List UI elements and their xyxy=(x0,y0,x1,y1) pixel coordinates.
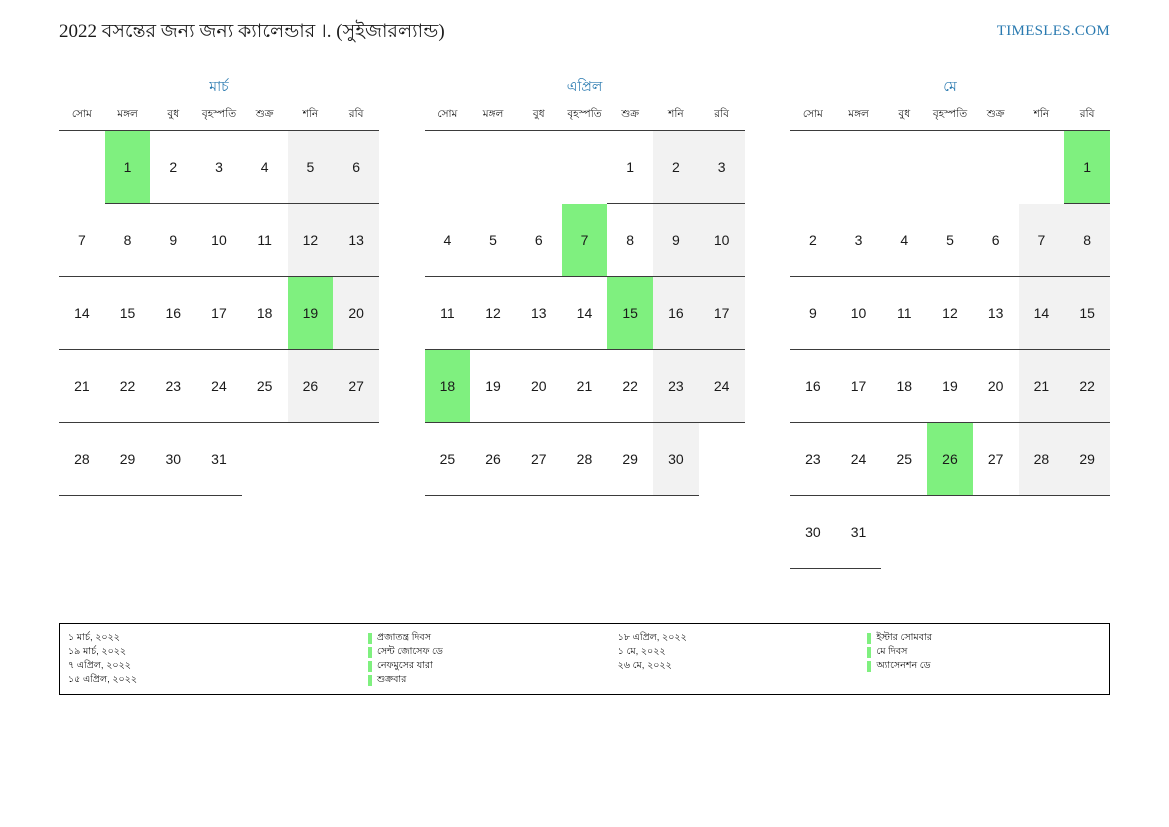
legend-item xyxy=(618,631,860,645)
day-cell: 19 xyxy=(470,350,516,423)
legend-item-label: ইস্টার সোমবার xyxy=(876,632,932,643)
day-cell-holiday: 18 xyxy=(425,350,471,423)
day-cell: 13 xyxy=(516,277,562,350)
weekday-header: বুধ xyxy=(881,107,927,131)
page-header xyxy=(59,20,1110,50)
week-row xyxy=(425,350,745,423)
month-grid xyxy=(59,107,379,496)
day-cell-empty xyxy=(973,131,1019,204)
day-cell: 22 xyxy=(105,350,151,423)
legend-box xyxy=(59,623,1110,695)
month-grid xyxy=(790,107,1110,569)
day-cell: 6 xyxy=(333,131,379,204)
weekday-header: শুক্র xyxy=(242,107,288,131)
day-cell: 4 xyxy=(881,204,927,277)
day-cell: 7 xyxy=(1019,204,1065,277)
weekday-header: মঙ্গল xyxy=(836,107,882,131)
weekday-header: বৃহস্পতি xyxy=(927,107,973,131)
day-cell-holiday: 19 xyxy=(288,277,334,350)
week-row xyxy=(59,423,379,496)
day-cell: 20 xyxy=(516,350,562,423)
day-cell: 21 xyxy=(1019,350,1065,423)
day-cell: 10 xyxy=(836,277,882,350)
day-cell: 13 xyxy=(973,277,1019,350)
week-row xyxy=(425,277,745,350)
weekday-header: বৃহস্পতি xyxy=(196,107,242,131)
day-cell: 28 xyxy=(562,423,608,496)
day-cell: 8 xyxy=(607,204,653,277)
month-grid xyxy=(425,107,745,496)
day-cell: 22 xyxy=(607,350,653,423)
weekday-header-row xyxy=(59,107,379,131)
day-cell-empty xyxy=(881,496,927,569)
weekday-header: মঙ্গল xyxy=(105,107,151,131)
day-cell-empty xyxy=(927,496,973,569)
legend-item-label: শুক্রবার xyxy=(377,674,407,685)
day-cell: 2 xyxy=(150,131,196,204)
day-cell: 31 xyxy=(196,423,242,496)
day-cell: 27 xyxy=(516,423,562,496)
legend-color-swatch xyxy=(368,675,372,686)
week-row xyxy=(790,277,1110,350)
page-title: 2022 বসন্তের জন্য জন্য ক্যালেন্ডার ।. (সুইজারল্যান্ড) xyxy=(59,21,445,42)
weekday-header: শনি xyxy=(1019,107,1065,131)
day-cell: 23 xyxy=(790,423,836,496)
day-cell: 14 xyxy=(1019,277,1065,350)
day-cell: 5 xyxy=(927,204,973,277)
legend-item-label: ১৯ মার্চ, ২০২২ xyxy=(68,646,127,657)
day-cell: 12 xyxy=(288,204,334,277)
week-row xyxy=(59,277,379,350)
day-cell: 6 xyxy=(516,204,562,277)
legend-item-label: প্রজাতন্ত্র দিবস xyxy=(377,632,431,643)
day-cell: 13 xyxy=(333,204,379,277)
day-cell: 29 xyxy=(607,423,653,496)
weekday-header-row xyxy=(425,107,745,131)
day-cell: 23 xyxy=(653,350,699,423)
day-cell: 16 xyxy=(790,350,836,423)
day-cell: 24 xyxy=(699,350,745,423)
day-cell: 24 xyxy=(196,350,242,423)
legend-item xyxy=(68,645,360,659)
week-row xyxy=(790,204,1110,277)
day-cell: 5 xyxy=(470,204,516,277)
legend-item-label: ১৮ এপ্রিল, ২০২২ xyxy=(617,632,687,643)
day-cell: 12 xyxy=(470,277,516,350)
day-cell-holiday: 7 xyxy=(562,204,608,277)
day-cell: 11 xyxy=(242,204,288,277)
legend-item xyxy=(368,673,610,687)
day-cell-empty xyxy=(1019,131,1065,204)
day-cell: 30 xyxy=(653,423,699,496)
day-cell: 10 xyxy=(196,204,242,277)
legend-item-label: সেন্ট জোসেফ ডে xyxy=(377,646,443,657)
day-cell-empty xyxy=(562,131,608,204)
legend-item xyxy=(867,659,1109,673)
weekday-header: সোম xyxy=(59,107,105,131)
day-cell-empty xyxy=(790,131,836,204)
week-row xyxy=(790,131,1110,204)
day-cell: 17 xyxy=(699,277,745,350)
week-row xyxy=(425,204,745,277)
week-row xyxy=(425,131,745,204)
day-cell: 15 xyxy=(105,277,151,350)
day-cell: 12 xyxy=(927,277,973,350)
weekday-header: রবি xyxy=(699,107,745,131)
day-cell: 4 xyxy=(242,131,288,204)
month-block xyxy=(425,75,745,569)
legend-color-swatch xyxy=(867,633,871,644)
month-name: এপ্রিল xyxy=(566,78,603,94)
legend-color-swatch xyxy=(368,661,372,672)
day-cell: 29 xyxy=(105,423,151,496)
weekday-header: শুক্র xyxy=(973,107,1019,131)
day-cell-holiday: 26 xyxy=(927,423,973,496)
day-cell: 27 xyxy=(973,423,1019,496)
weekday-header: শুক্র xyxy=(607,107,653,131)
week-row xyxy=(59,131,379,204)
week-row xyxy=(59,204,379,277)
day-cell-empty xyxy=(927,131,973,204)
week-row xyxy=(790,423,1110,496)
day-cell: 14 xyxy=(562,277,608,350)
day-cell: 26 xyxy=(288,350,334,423)
day-cell-empty xyxy=(836,131,882,204)
weekday-header: শনি xyxy=(288,107,334,131)
legend-item xyxy=(618,645,860,659)
day-cell: 30 xyxy=(150,423,196,496)
day-cell: 8 xyxy=(1064,204,1110,277)
day-cell: 11 xyxy=(881,277,927,350)
legend-item xyxy=(867,631,1109,645)
weekday-header: বুধ xyxy=(150,107,196,131)
legend-item xyxy=(68,673,360,687)
day-cell: 9 xyxy=(790,277,836,350)
weekday-header: বৃহস্পতি xyxy=(562,107,608,131)
legend-color-swatch xyxy=(867,647,871,658)
day-cell: 25 xyxy=(881,423,927,496)
weekday-header: সোম xyxy=(425,107,471,131)
day-cell: 27 xyxy=(333,350,379,423)
day-cell: 3 xyxy=(836,204,882,277)
day-cell: 14 xyxy=(59,277,105,350)
day-cell: 4 xyxy=(425,204,471,277)
weekday-header: সোম xyxy=(790,107,836,131)
legend-item xyxy=(68,631,360,645)
day-cell: 11 xyxy=(425,277,471,350)
day-cell: 18 xyxy=(242,277,288,350)
day-cell: 5 xyxy=(288,131,334,204)
day-cell-empty xyxy=(699,423,745,496)
weekday-header: বুধ xyxy=(516,107,562,131)
day-cell: 9 xyxy=(150,204,196,277)
day-cell: 8 xyxy=(105,204,151,277)
day-cell: 10 xyxy=(699,204,745,277)
weekday-header: মঙ্গল xyxy=(470,107,516,131)
week-row xyxy=(790,496,1110,569)
weekday-header: শনি xyxy=(653,107,699,131)
weekday-header: রবি xyxy=(333,107,379,131)
day-cell: 17 xyxy=(836,350,882,423)
months-container xyxy=(59,75,1110,569)
legend-item-label: ১৫ এপ্রিল, ২০২২ xyxy=(68,674,138,685)
day-cell: 28 xyxy=(59,423,105,496)
day-cell: 6 xyxy=(973,204,1019,277)
day-cell: 16 xyxy=(150,277,196,350)
day-cell: 19 xyxy=(927,350,973,423)
weekday-header: রবি xyxy=(1064,107,1110,131)
day-cell: 25 xyxy=(425,423,471,496)
day-cell-empty xyxy=(333,423,379,496)
legend-column-dates-1 xyxy=(60,624,360,694)
day-cell-holiday: 1 xyxy=(105,131,151,204)
day-cell-empty xyxy=(1019,496,1065,569)
month-name: মে xyxy=(943,78,957,94)
brand-label: TIMESLES.COM xyxy=(996,23,1110,39)
legend-column-dates-2 xyxy=(610,624,860,694)
legend-item xyxy=(68,659,360,673)
day-cell-empty xyxy=(470,131,516,204)
legend-item-label: ১ মার্চ, ২০২২ xyxy=(68,632,120,643)
month-block xyxy=(790,75,1110,569)
weekday-header-row xyxy=(790,107,1110,131)
day-cell: 20 xyxy=(333,277,379,350)
legend-item-label: অ্যাসেনশন ডে xyxy=(876,660,931,671)
legend-color-swatch xyxy=(368,633,372,644)
day-cell-empty xyxy=(516,131,562,204)
legend-color-swatch xyxy=(368,647,372,658)
day-cell: 16 xyxy=(653,277,699,350)
day-cell: 2 xyxy=(790,204,836,277)
day-cell: 31 xyxy=(836,496,882,569)
legend-color-swatch xyxy=(867,661,871,672)
day-cell-empty xyxy=(288,423,334,496)
day-cell-empty xyxy=(425,131,471,204)
day-cell: 22 xyxy=(1064,350,1110,423)
day-cell-empty xyxy=(1064,496,1110,569)
day-cell: 23 xyxy=(150,350,196,423)
day-cell: 15 xyxy=(1064,277,1110,350)
day-cell: 28 xyxy=(1019,423,1065,496)
legend-item xyxy=(368,631,610,645)
legend-item-label: ২৬ মে, ২০২২ xyxy=(617,660,672,671)
legend-item-label: নেফমুসের যারা xyxy=(377,660,433,671)
legend-item-label: মে দিবস xyxy=(876,646,908,657)
day-cell-holiday: 15 xyxy=(607,277,653,350)
day-cell: 20 xyxy=(973,350,1019,423)
day-cell: 21 xyxy=(562,350,608,423)
day-cell-empty xyxy=(881,131,927,204)
day-cell: 30 xyxy=(790,496,836,569)
day-cell: 29 xyxy=(1064,423,1110,496)
week-row xyxy=(59,350,379,423)
legend-item xyxy=(618,659,860,673)
day-cell-empty xyxy=(59,131,105,204)
day-cell: 3 xyxy=(699,131,745,204)
day-cell-empty xyxy=(973,496,1019,569)
legend-item-label: ১ মে, ২০২২ xyxy=(617,646,666,657)
legend-item xyxy=(368,659,610,673)
month-name: মার্চ xyxy=(209,78,229,94)
day-cell: 9 xyxy=(653,204,699,277)
legend-column-names-1 xyxy=(360,624,610,694)
week-row xyxy=(425,423,745,496)
month-block xyxy=(59,75,379,569)
day-cell: 2 xyxy=(653,131,699,204)
day-cell: 7 xyxy=(59,204,105,277)
day-cell: 1 xyxy=(607,131,653,204)
day-cell: 21 xyxy=(59,350,105,423)
day-cell-holiday: 1 xyxy=(1064,131,1110,204)
day-cell: 18 xyxy=(881,350,927,423)
day-cell: 17 xyxy=(196,277,242,350)
day-cell: 3 xyxy=(196,131,242,204)
day-cell-empty xyxy=(242,423,288,496)
day-cell: 26 xyxy=(470,423,516,496)
week-row xyxy=(790,350,1110,423)
legend-item xyxy=(867,645,1109,659)
legend-item xyxy=(368,645,610,659)
legend-column-names-2 xyxy=(859,624,1109,694)
day-cell: 24 xyxy=(836,423,882,496)
day-cell: 25 xyxy=(242,350,288,423)
legend-item-label: ৭ এপ্রিল, ২০২২ xyxy=(68,660,131,671)
